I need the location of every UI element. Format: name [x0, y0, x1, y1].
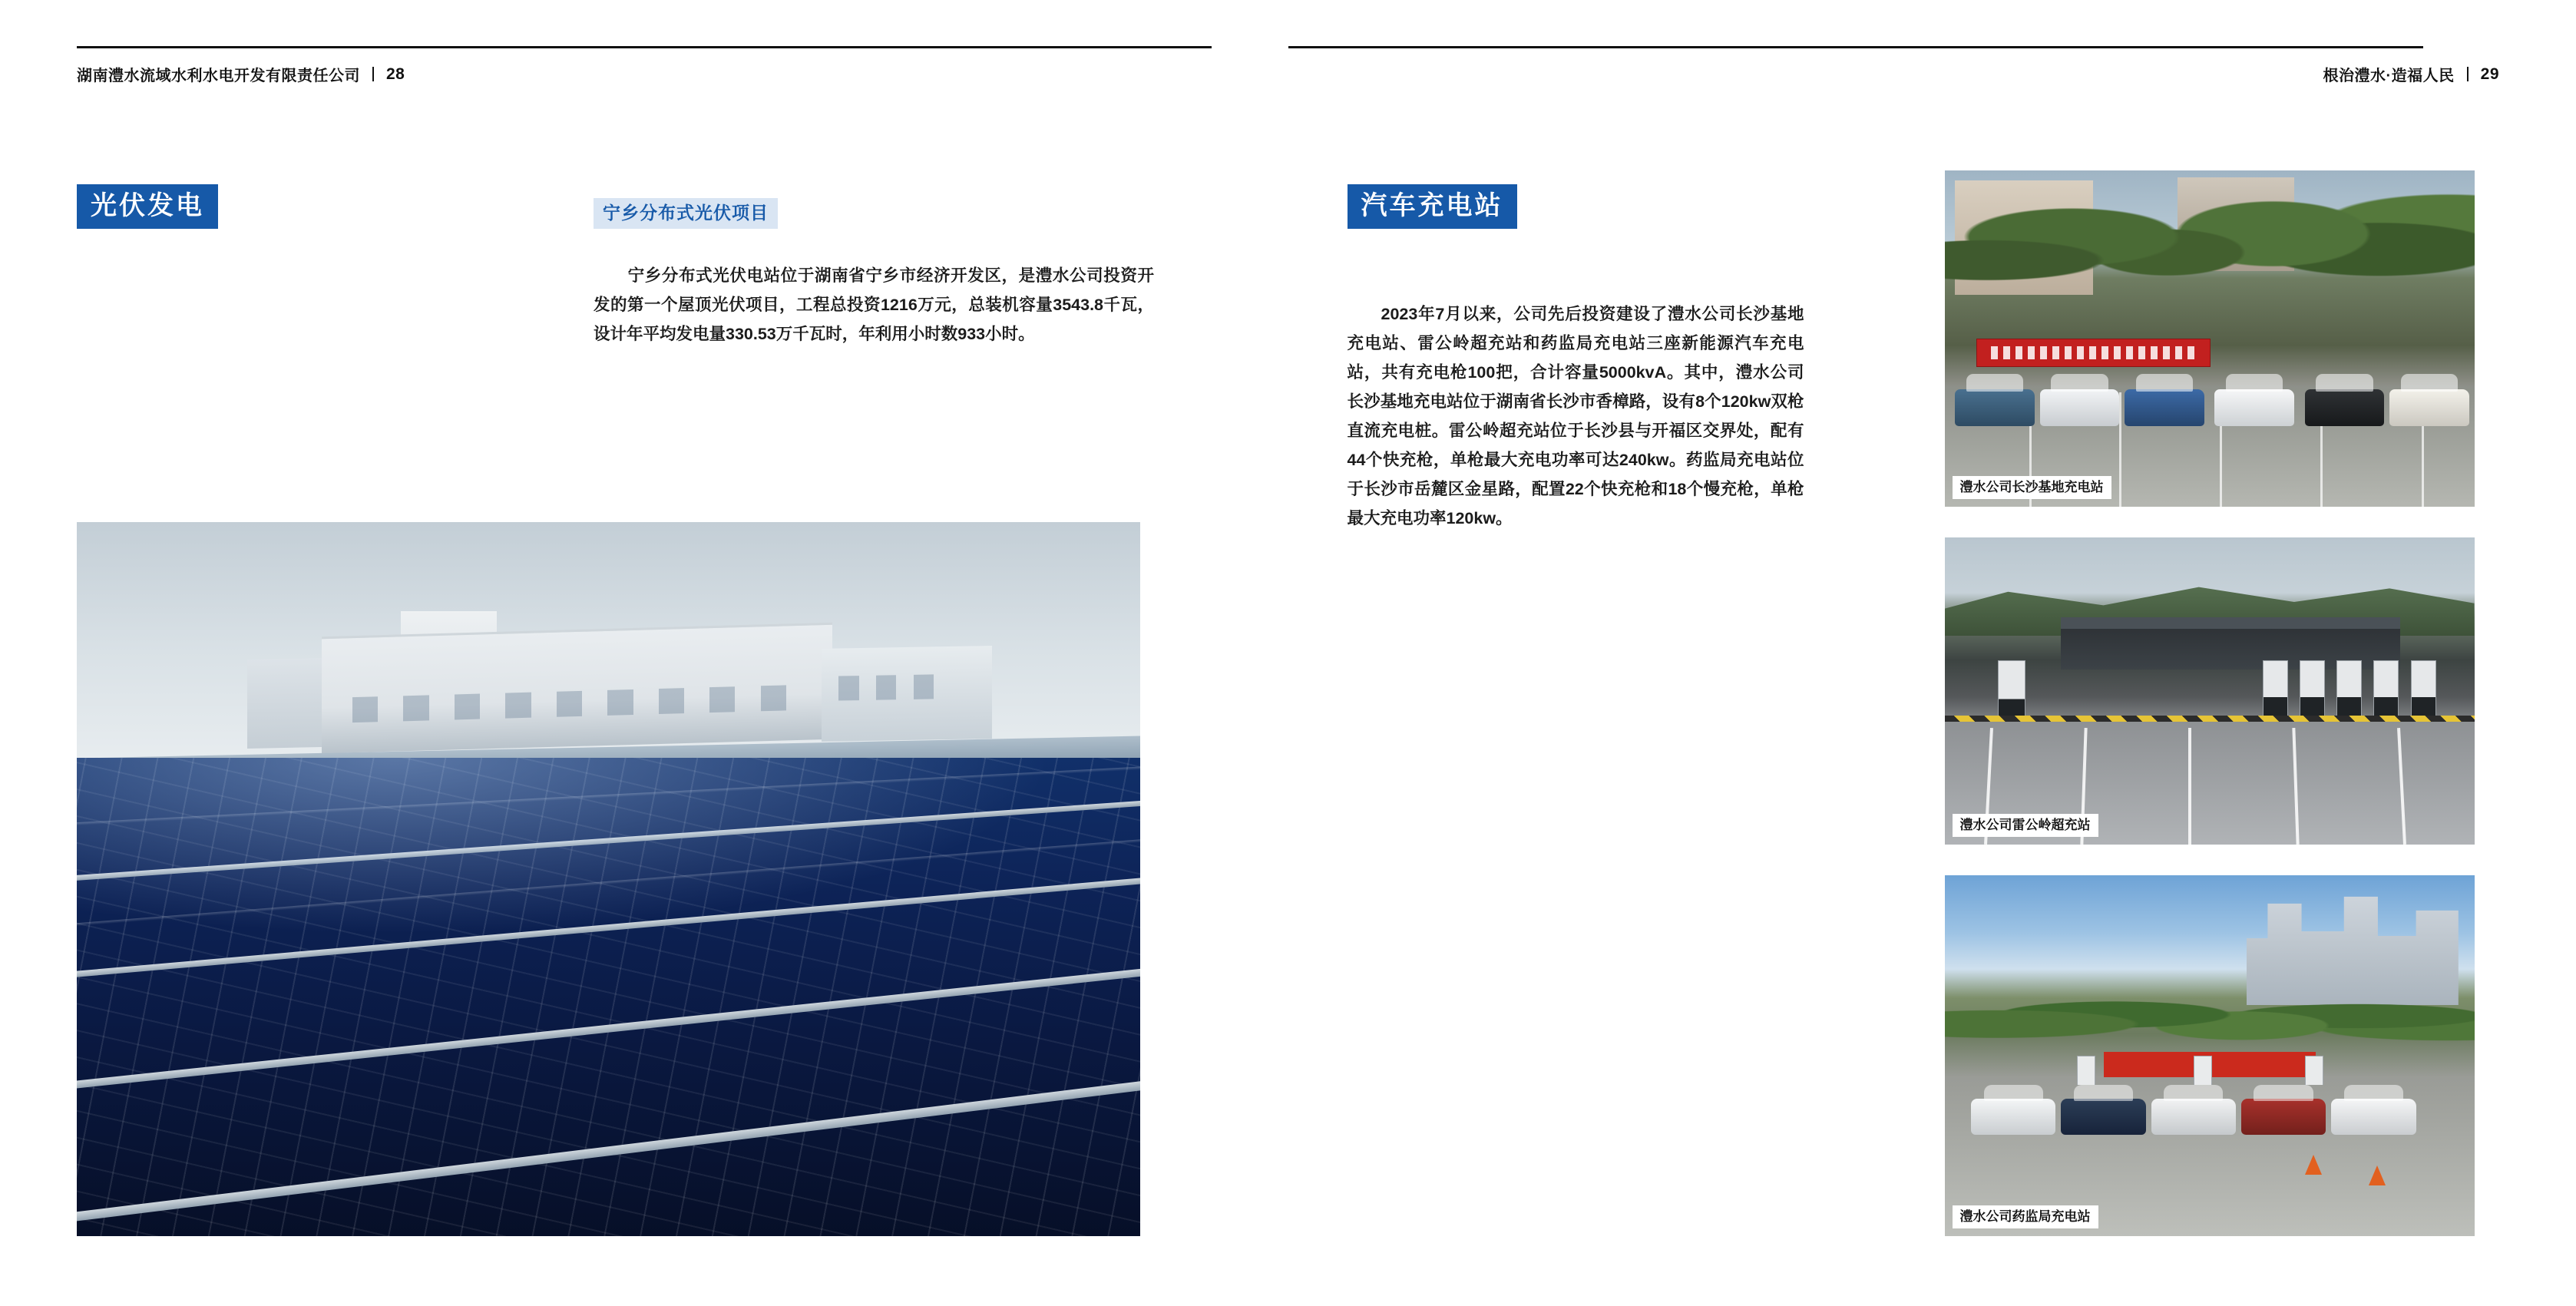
parking-line — [2188, 728, 2191, 845]
parked-car — [2214, 389, 2294, 426]
photo-3-scene — [1945, 875, 2475, 1236]
photo-2-scene — [1945, 537, 2475, 845]
left-running-head-rule — [77, 46, 1212, 48]
photo-rooftop-solar-plant — [77, 522, 1140, 1236]
window — [760, 685, 785, 711]
window — [658, 688, 683, 714]
parked-car — [2151, 1099, 2236, 1135]
section-title-charging-station: 汽车充电站 — [1348, 184, 1517, 229]
window — [709, 686, 735, 713]
parked-car — [2125, 389, 2204, 426]
parked-car — [1971, 1099, 2055, 1135]
window — [913, 674, 934, 699]
window — [607, 689, 633, 716]
window — [505, 693, 531, 719]
red-banner — [1976, 339, 2211, 367]
right-page-number: 29 — [2480, 64, 2499, 83]
window — [875, 675, 896, 699]
traffic-cone — [2305, 1155, 2322, 1175]
traffic-cone — [2369, 1165, 2386, 1185]
left-body-paragraph — [594, 261, 1154, 349]
parked-car — [1955, 389, 2035, 426]
charging-pile — [2263, 660, 2288, 720]
window — [838, 676, 859, 700]
parked-car — [2061, 1099, 2145, 1135]
photo-changsha-base-charging-station — [1945, 170, 2475, 507]
running-head-divider — [372, 67, 374, 81]
photo-leigongling-supercharging-station — [1945, 537, 2475, 845]
window — [556, 691, 581, 717]
window — [454, 693, 479, 719]
left-paragraph-text: 宁乡分布式光伏电站位于湖南省宁乡市经济开发区，是澧水公司投资开发的第一个屋顶光伏项目，工程总投资1216万元，总装机容量3543.8千瓦，设计年平均发电量330.53万千瓦时，年利用小时数933小时。 — [594, 266, 1154, 343]
subsection-title-ningxiang: 宁乡分布式光伏项目 — [594, 198, 778, 229]
charging-pile — [2411, 660, 2436, 720]
window — [403, 695, 428, 721]
right-running-head — [2323, 63, 2499, 85]
charging-pile — [2373, 660, 2399, 720]
parked-car — [2241, 1099, 2326, 1135]
charging-pile — [1998, 660, 2026, 723]
left-page-number: 28 — [386, 64, 405, 83]
window — [352, 696, 377, 722]
solar-building-right — [822, 646, 992, 742]
solar-glare — [77, 758, 1140, 957]
photo-1-scene — [1945, 170, 2475, 507]
charging-pile — [2300, 660, 2325, 720]
running-head-divider — [2467, 67, 2469, 81]
left-running-head — [77, 63, 405, 85]
parked-car — [2331, 1099, 2416, 1135]
tree-canopy — [1945, 190, 2475, 345]
parked-car — [2389, 389, 2469, 426]
right-paragraph-text: 2023年7月以来，公司先后投资建设了澧水公司长沙基地充电站、雷公岭超充站和药监局充电站三座新能源汽车充电站，共有充电枪100把，合计容量5000kvA。其中，澧水公司长沙基地充电站位于湖南省长沙市香樟路，设有8个120kw双枪直流充电桩。雷公岭超充站位于长沙县与开福区交界处，配有44个快充枪，单枪最大充电功率可达240kw。药监局充电站位于长沙市岳麓区金星路，配置22个快充枪和18个慢充枪，单枪最大充电功率120kw。 — [1347, 305, 1804, 527]
left-running-head-text: 湖南澧水流域水利水电开发有限责任公司 — [77, 68, 360, 84]
photo-2-caption: 澧水公司雷公岭超充站 — [1953, 814, 2098, 837]
right-body-paragraph — [1348, 299, 1804, 533]
solar-factory-building — [322, 622, 832, 752]
tree-canopy — [1945, 977, 2475, 1056]
right-running-head-text: 根治澧水·造福人民 — [2323, 68, 2455, 84]
parking-line — [2119, 392, 2121, 507]
parked-car — [2040, 389, 2120, 426]
parked-car — [2305, 389, 2385, 426]
photo-drug-administration-charging-station — [1945, 875, 2475, 1236]
charging-pile — [2336, 660, 2362, 720]
section-title-photovoltaic: 光伏发电 — [77, 184, 218, 229]
photo-1-caption: 澧水公司长沙基地充电站 — [1953, 476, 2111, 499]
photo-3-caption: 澧水公司药监局充电站 — [1953, 1205, 2098, 1228]
right-running-head-rule — [1288, 46, 2423, 48]
right-page — [1288, 0, 2576, 1306]
